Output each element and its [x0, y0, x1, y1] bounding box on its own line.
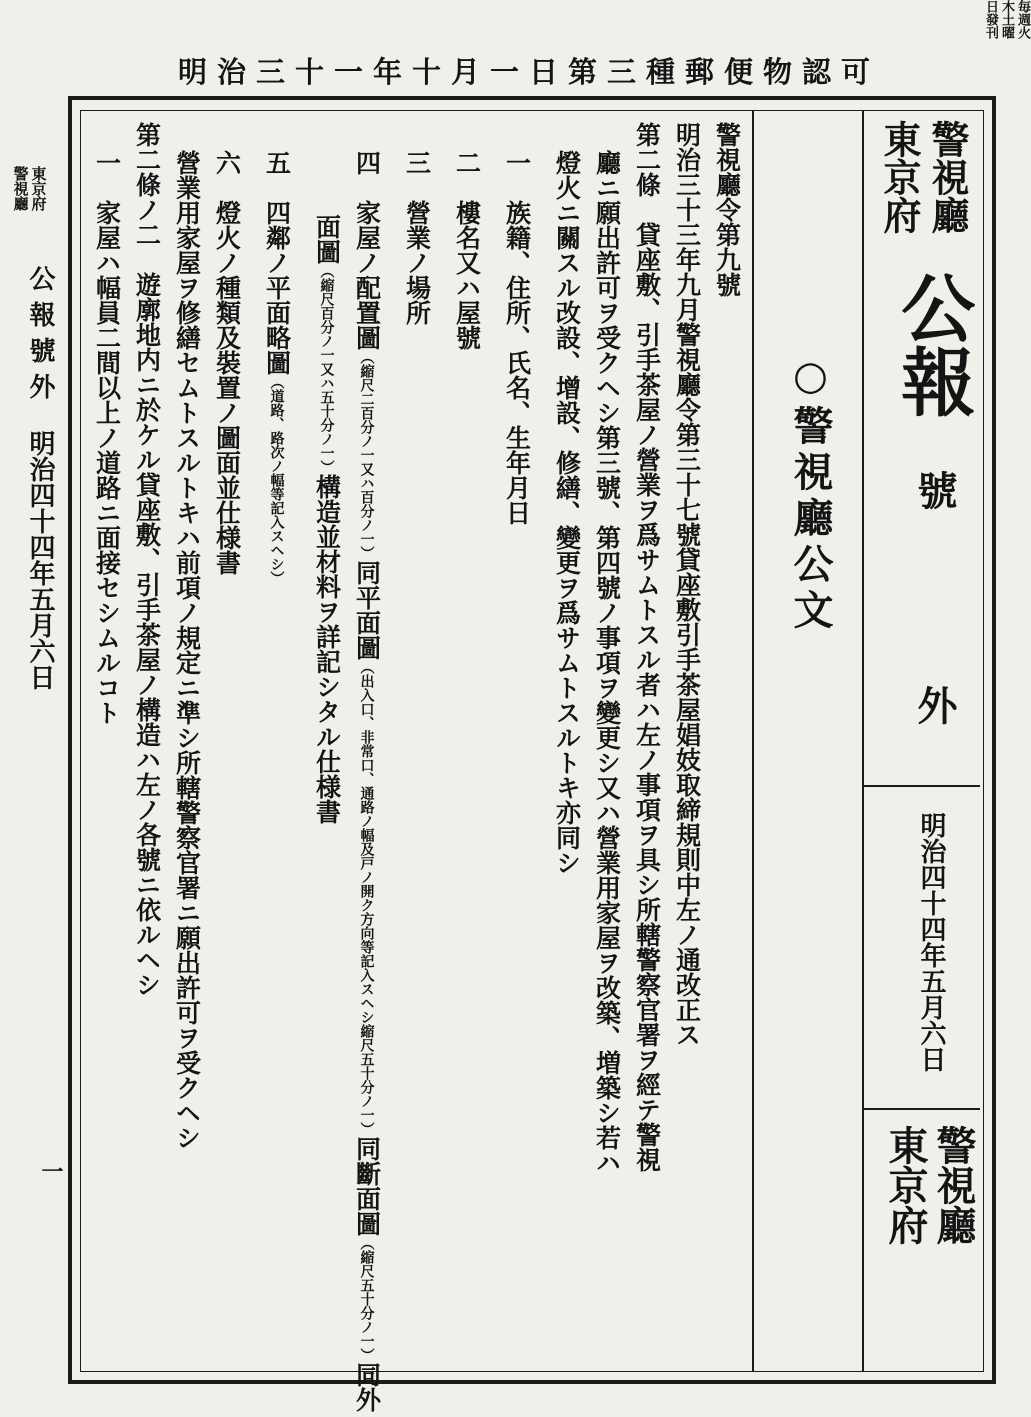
header-band — [60, 40, 1020, 102]
footer-publisher-prefecture: 東京府 — [882, 1125, 929, 1245]
masthead-rule-lower — [862, 1108, 980, 1110]
list-item-4-cont-note: （縮尺百分ノ一又ハ五十分ノ一） — [318, 264, 335, 474]
list-item-4-cont-a: 面圖 — [312, 214, 342, 264]
list-item-4-text-d: 同外 — [352, 1362, 382, 1412]
schedule-line-2: 木土曜 — [999, 0, 1014, 39]
publication-schedule — [939, 0, 1029, 70]
section-divider — [752, 110, 754, 1372]
list-item-4-continued — [312, 214, 342, 824]
list-item-4-note-1: （縮尺二百分ノ一又ハ百分ノ一） — [358, 350, 375, 560]
list-item-4-note-3: （縮尺五十分ノ一） — [358, 1236, 375, 1362]
body-line-article2-a: 第二條 貸座敷、引手茶屋ノ營業ヲ爲サムトスル者ハ左ノ事項ヲ具シ所轄警察官署ヲ經テ警視 — [632, 122, 662, 1172]
schedule-line-3: 日發刊 — [983, 0, 998, 39]
margin-date: 明治四十四年五月六日 — [25, 430, 55, 690]
body-line-article2-b: 廳ニ願出許可ヲ受クヘシ第三號、第四號ノ事項ヲ變更シ又ハ營業用家屋ヲ改築、増築シ若ハ — [592, 150, 622, 1175]
margin-publisher-b: 東京府 — [29, 166, 48, 211]
issue-extra-label: 外 — [911, 685, 958, 725]
issue-label: 號 — [911, 470, 958, 510]
list-item-4-note-2: （出入口、非常口、通路ノ幅及戸ノ開ク方向等記入スヘシ縮尺五十分ノ一） — [358, 660, 375, 1136]
list-item-5-text: 五 四鄰ノ平面略圖 — [262, 150, 292, 375]
ordinance-number: 警視廳令第九號 — [712, 122, 742, 297]
body-line-amendment: 明治三十三年九月警視廳令第三十七號貸座敷引手茶屋娼妓取締規則中左ノ通改正ス — [672, 122, 702, 1047]
issue-date: 明治四十四年五月六日 — [916, 812, 946, 1072]
list-item-3: 三 營業ノ場所 — [402, 150, 432, 325]
section-heading: ○警視廳公文 — [787, 352, 834, 635]
list-item-4-text-c: 同斷面圖 — [352, 1136, 382, 1236]
body-line-article2-2: 第二條ノ二 遊廓地内ニ於ケル貸座敷、引手茶屋ノ構造ハ左ノ各號ニ依ルヘシ — [132, 122, 162, 997]
list-item-4-text-a: 四 家屋ノ配置圖 — [352, 150, 382, 350]
list-item-6: 六 燈火ノ種類及裝置ノ圖面並仕様書 — [212, 150, 242, 575]
gazette-title: 公報 — [889, 270, 976, 418]
masthead-rule-upper — [862, 785, 980, 787]
margin-publisher-a: 警視廳 — [11, 166, 30, 211]
publisher-prefecture: 東京府 — [877, 120, 922, 234]
page-number: 一 — [38, 1160, 64, 1182]
masthead-divider — [862, 110, 864, 1372]
list-item-4 — [352, 150, 382, 1412]
publisher-police: 警視廳 — [925, 120, 970, 234]
body-line-article2-2-item1: 一 家屋ハ幅員二間以上ノ道路ニ面接セシムルコト — [92, 150, 122, 725]
list-item-1: 一 族籍、住所、氏名、生年月日 — [502, 150, 532, 525]
margin-title: 公報號外 — [25, 265, 55, 409]
schedule-line-1: 毎週火 — [1015, 0, 1030, 39]
body-line-repair: 營業用家屋ヲ修繕セムトスルトキハ前項ノ規定ニ準シ所轄警察官署ニ願出許可ヲ受クヘシ — [172, 150, 202, 1150]
list-item-5 — [262, 150, 292, 585]
list-item-4-cont-b: 構造並材料ヲ詳記シタル仕様書 — [312, 474, 342, 824]
postal-notice: 可認物便郵種三第日一月十年一十三治明 — [177, 55, 880, 89]
list-item-2: 二 樓名又ハ屋號 — [452, 150, 482, 350]
list-item-5-note: （道路、路次ノ幅等記入スヘシ） — [268, 375, 285, 585]
list-item-4-text-b: 同平面圖 — [352, 560, 382, 660]
footer-publisher-police: 警視廳 — [930, 1125, 977, 1245]
body-line-article2-c: 燈火ニ關スル改設、增設、修繕、變更ヲ爲サムトスルトキ亦同シ — [552, 150, 582, 875]
